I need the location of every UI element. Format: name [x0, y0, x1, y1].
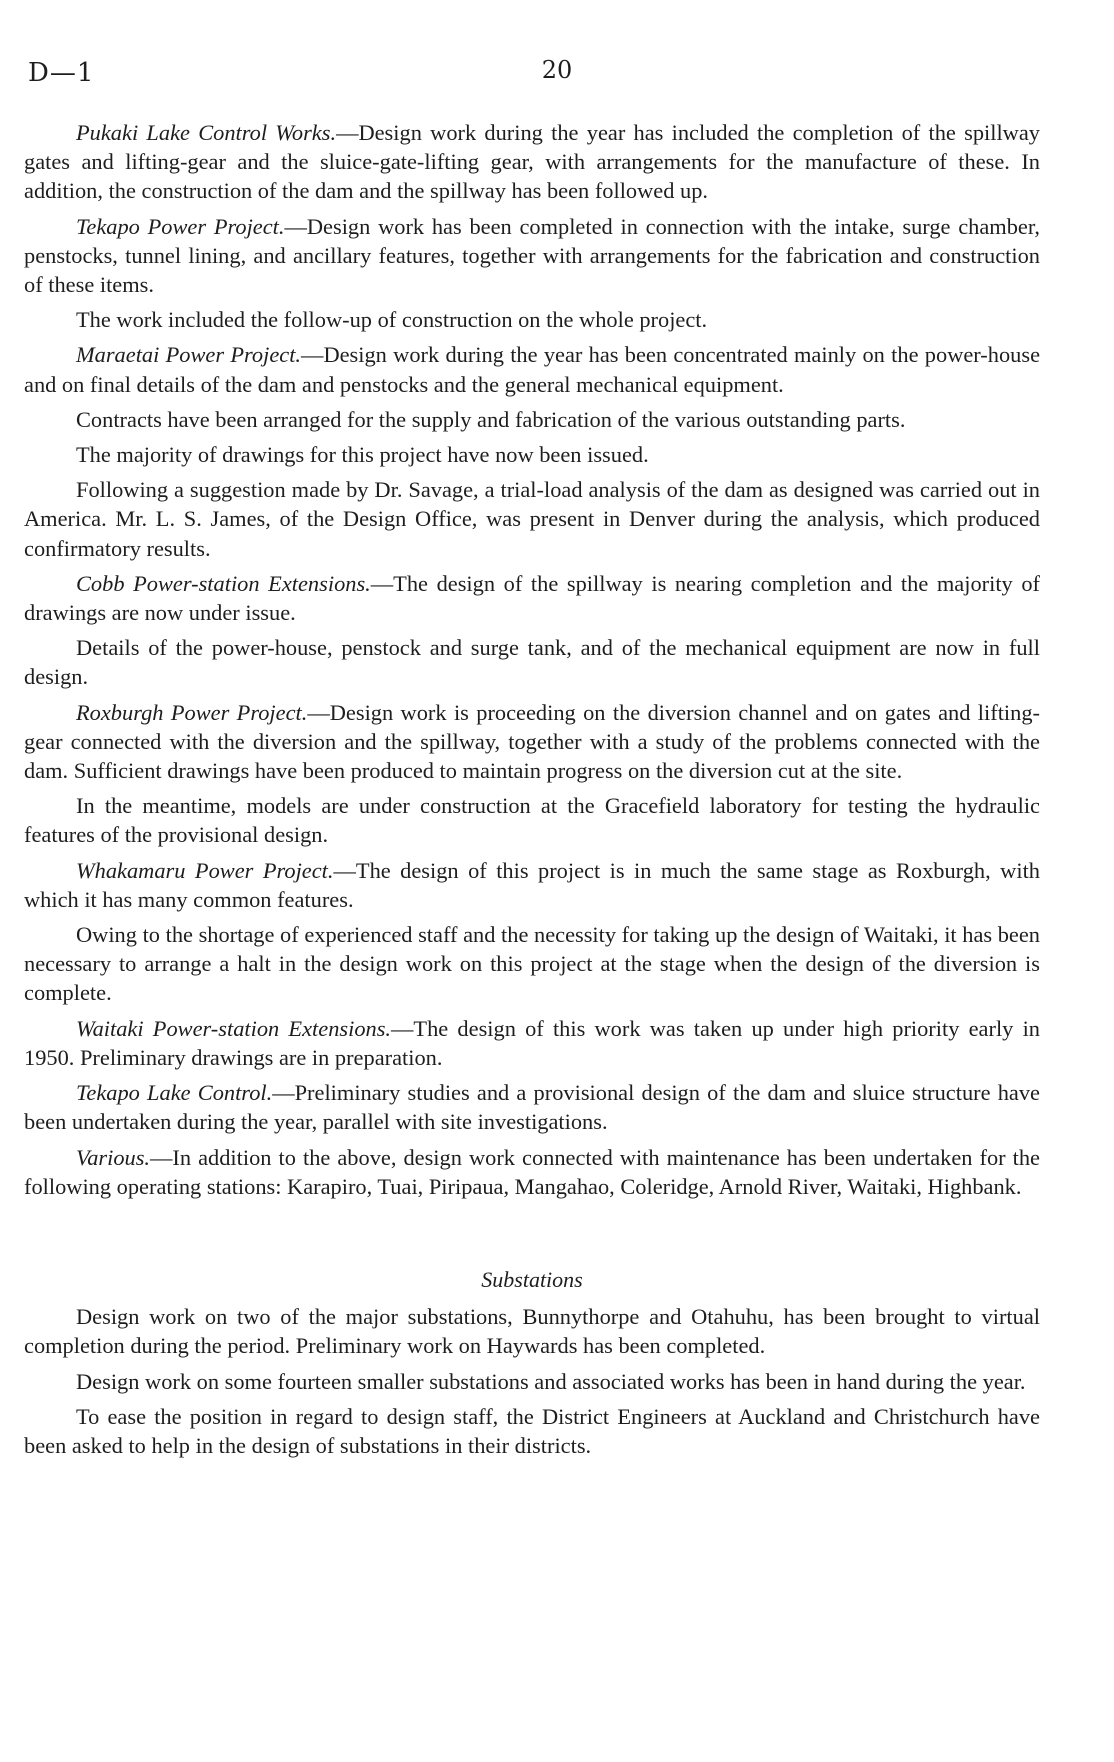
paragraph-heading: Roxburgh Power Project. — [76, 699, 308, 725]
paragraph — [24, 569, 1040, 627]
paragraph — [24, 212, 1040, 300]
page-number: 20 — [541, 56, 573, 84]
paragraph — [24, 340, 1040, 398]
paragraph-text: Contracts have been arranged for the supply and fabrication of the various outstanding parts. — [76, 406, 906, 432]
paragraph-heading: Tekapo Power Project. — [76, 213, 285, 239]
paragraph — [24, 920, 1040, 1008]
paragraph-text: Design work on two of the major substations, Bunnythorpe and Otahuhu, has been brought to virtual completion during the period. Preliminary work on Haywards has been completed. — [24, 1304, 1040, 1359]
paragraph-text: Owing to the shortage of experienced staff and the necessity for taking up the design of Waitaki, it has been necessary to arrange a halt in the design work on this project at the stage when the design of the diversion is complete. — [24, 922, 1040, 1006]
paragraph-text: —Design work during the year has included the completion of the spillway gates and lifting-gear and the sluice-gate-lifting gear, with arrangements for the manufacture of these. In addition, the construction of the dam and the spillway has been followed up. — [24, 120, 1040, 204]
paragraph — [24, 1367, 1040, 1396]
paragraph — [24, 633, 1040, 691]
paragraph — [24, 118, 1040, 206]
paragraph-heading: Maraetai Power Project. — [76, 342, 302, 368]
paragraph — [24, 305, 1040, 334]
paragraph — [24, 1402, 1040, 1460]
paragraph — [24, 791, 1040, 849]
body-text — [24, 118, 1040, 1466]
paragraph-text: —Design work has been completed in connection with the intake, surge chamber, penstocks, tunnel lining, and ancillary features, together with arrangements for the fabrication and construction of these items. — [24, 213, 1040, 298]
paragraph-text: —The design of the spillway is nearing completion and the majority of drawings are now under issue. — [24, 570, 1041, 626]
paragraph-heading: Pukaki Lake Control Works. — [76, 120, 337, 145]
paragraph — [24, 856, 1040, 914]
paragraph-text: —The design of this project is in much the same stage as Roxburgh, with which it has many common features. — [24, 857, 1040, 912]
paragraph — [24, 1302, 1040, 1360]
page-header — [24, 56, 1090, 90]
paragraph-text: The work included the follow-up of construction on the whole project. — [76, 307, 708, 333]
paragraph-text: —Design work is proceeding on the diversion channel and on gates and lifting-gear connected with the diversion and the spillway, together with a study of the problems connected with the dam. Sufficient drawings have been produced to maintain progress on the diversion cut at the site. — [24, 699, 1040, 784]
paragraph-heading: Tekapo Lake Control. — [76, 1080, 273, 1106]
paragraph-text: —Design work during the year has been concentrated mainly on the power-house and on final details of the dam and penstocks and the general mechanical equipment. — [24, 342, 1041, 397]
paragraph-heading: Cobb Power-station Extensions. — [76, 570, 371, 596]
paragraph — [24, 1014, 1040, 1072]
paragraph-heading: Whakamaru Power Project. — [76, 857, 334, 883]
paragraph-text: The majority of drawings for this project have now been issued. — [76, 442, 649, 468]
paragraph-heading: Various. — [76, 1144, 151, 1170]
paragraph-text: —In addition to the above, design work connected with maintenance has been undertaken for the following operating stations: Karapiro, Tuai, Piripaua, Mangahao, Coleridge, Arnold River, Waitaki, Highbank. — [24, 1144, 1040, 1199]
paragraph — [24, 1143, 1040, 1201]
paragraph-text: Details of the power-house, penstock and surge tank, and of the mechanical equipment are now in full design. — [24, 635, 1040, 690]
paragraph-text: —The design of this work was taken up under high priority early in 1950. Preliminary drawings are in preparation. — [24, 1015, 1040, 1070]
paragraph — [24, 1078, 1040, 1136]
paragraph-text: Design work on some fourteen smaller substations and associated works has been in hand during the year. — [76, 1368, 1026, 1394]
paragraph-heading: Waitaki Power-station Extensions. — [76, 1015, 392, 1041]
paragraph — [24, 405, 1040, 434]
document-id: D—1 — [28, 58, 95, 88]
paragraph — [24, 440, 1040, 469]
section-title: Substations — [481, 1266, 583, 1292]
paragraph-text: To ease the position in regard to design staff, the District Engineers at Auckland and Christchurch have been asked to help in the design of substations in their districts. — [24, 1403, 1040, 1458]
paragraph-text: In the meantime, models are under construction at the Gracefield laboratory for testing the hydraulic features of the provisional design. — [24, 793, 1040, 848]
paragraph-text: Following a suggestion made by Dr. Savage, a trial-load analysis of the dam as designed was carried out in America. Mr. L. S. James, of the Design Office, was present in Denver during the analysis, which produced confirmatory results. — [24, 477, 1040, 561]
paragraph-text: —Preliminary studies and a provisional design of the dam and sluice structure have been undertaken during the year, parallel with site investigations. — [24, 1080, 1040, 1135]
paragraph — [24, 475, 1040, 563]
paragraph — [24, 698, 1040, 786]
